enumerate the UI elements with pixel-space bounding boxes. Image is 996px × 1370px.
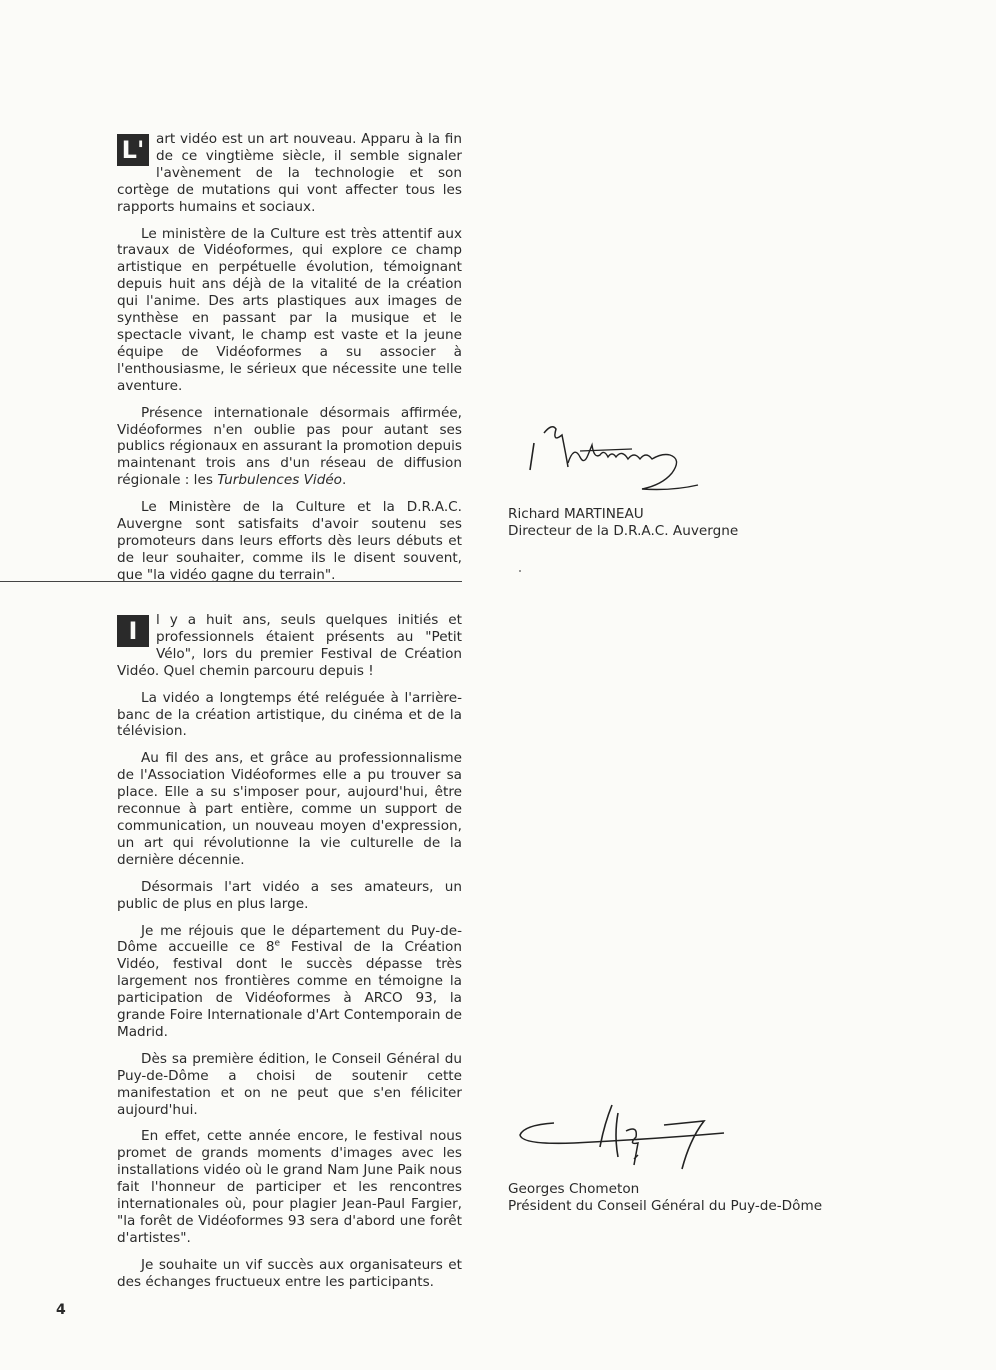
section-2-text <box>117 612 462 1301</box>
paragraph: Le Ministère de la Culture et la D.R.A.C. Auvergne sont satisfaits d'avoir soutenu ses promoteurs dans leurs efforts dès leurs débuts et de leur souhaiter, comme ils le disent souvent, que "la vidéo gagne du terrain". <box>117 499 462 583</box>
section-divider <box>0 581 462 582</box>
paragraph: I l y a huit ans, seuls quelques initiés et professionnels étaient présents au "Petit Vélo", lors du premier Festival de Création Vidéo. Quel chemin parcouru depuis ! <box>117 612 462 679</box>
paragraph: Désormais l'art vidéo a ses amateurs, un public de plus en plus large. <box>117 878 462 912</box>
paragraph: Présence internationale désormais affirmée, Vidéoformes n'en oublie pas pour autant ses publics régionaux en assurant la promotion depuis maintenant trois ans d'un réseau de diffusion régionale : les Turbulences Vidéo. <box>117 404 462 489</box>
paragraph: Dès sa première édition, le Conseil Général du Puy-de-Dôme a choisi de soutenir cette manifestation et on ne peut que s'en féliciter aujourd'hui. <box>117 1050 462 1118</box>
paragraph: L' art vidéo est un art nouveau. Apparu à la fin de ce vingtième siècle, il semble signaler l'avènement de la technologie et son cortège de mutations qui vont affecter tous les rapports humains et sociaux. <box>117 131 462 215</box>
paragraph: En effet, cette année encore, le festival nous promet de grands moments d'images avec les installations vidéo où le grand Nam June Paik nous fait l'honneur de participer et les rencontres internationales où, pour plagier Jean-Paul Fargier, "la forêt de Vidéoformes 93 sera d'abord une forêt d'artistes". <box>117 1128 462 1246</box>
section-1-text <box>117 131 462 594</box>
signatory-title: Président du Conseil Général du Puy-de-Dôme <box>508 1197 823 1214</box>
paragraph: Je me réjouis que le département du Puy-de-Dôme accueille ce 8e Festival de la Création Vidéo, festival dont le succès dépasse très largement nos frontières comme en témoigne la participation de Vidéoformes à ARCO 93, la grande Foire Internationale d'Art Contemporain de Madrid. <box>117 922 462 1040</box>
paragraph: Le ministère de la Culture est très attentif aux travaux de Vidéoformes, qui explore ce champ artistique en perpétuelle évolution, témoignant depuis huit ans déjà de la vitalité de la création qui l'anime. Des arts plastiques aux images de synthèse en passant par la musique et le spectacle vivant, le champ est vaste et la jeune équipe de Vidéoformes a su associer à l'enthousiasme, le sérieux que nécessite une telle aventure. <box>117 225 462 394</box>
signatory-name: Richard MARTINEAU <box>508 506 644 522</box>
page-number: 4 <box>56 1302 66 1318</box>
drop-cap: L' <box>117 134 149 166</box>
speck <box>519 570 521 572</box>
signatory-block-1 <box>508 506 738 539</box>
signature-martineau <box>522 415 707 495</box>
drop-cap: I <box>117 615 149 647</box>
signatory-name: Georges Chometon <box>508 1181 640 1197</box>
signature-chometon <box>514 1095 739 1175</box>
paragraph: Au fil des ans, et grâce au professionnalisme de l'Association Vidéoformes elle a pu trouver sa place. Elle a su s'imposer pour, aujourd'hui, être reconnue à part entière, comme un support de communication, un nouveau moyen d'expression, un art qui révolutionne la vie culturelle de la dernière décennie. <box>117 750 462 868</box>
paragraph: La vidéo a longtemps été reléguée à l'arrière-banc de la création artistique, du cinéma et de la télévision. <box>117 689 462 740</box>
signatory-title: Directeur de la D.R.A.C. Auvergne <box>508 522 739 539</box>
signatory-block-2 <box>508 1181 822 1214</box>
paragraph: Je souhaite un vif succès aux organisateurs et des échanges fructueux entre les participants. <box>117 1256 462 1290</box>
